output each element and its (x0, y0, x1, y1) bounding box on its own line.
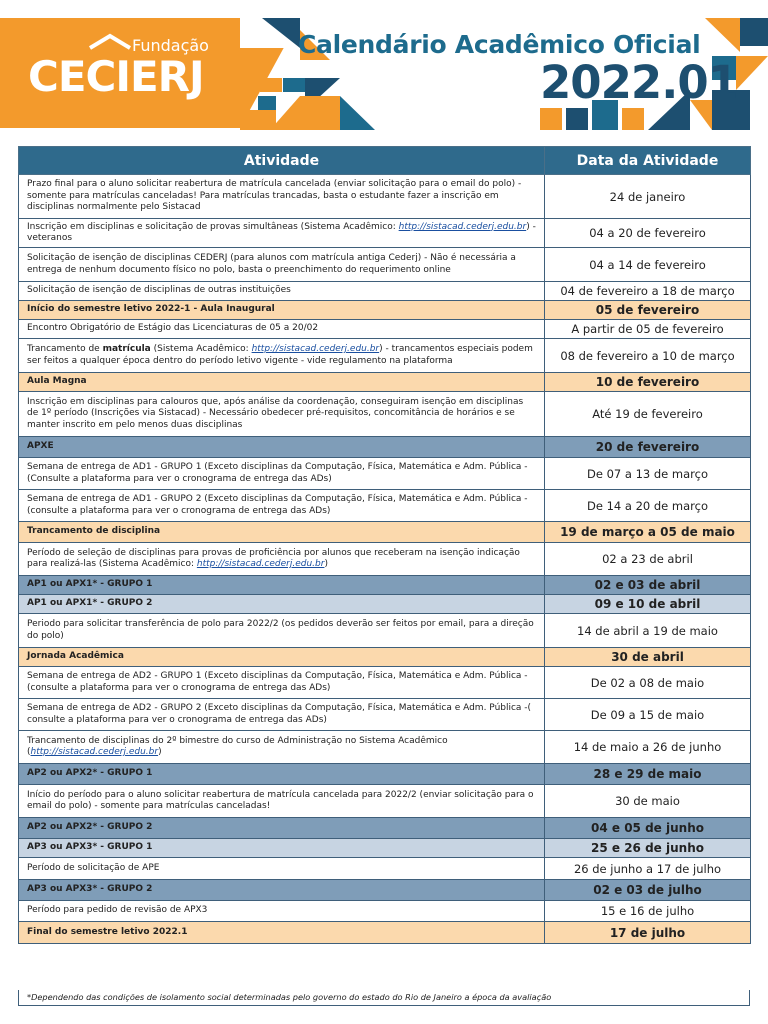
table-row (19, 248, 751, 282)
table-row (19, 648, 751, 667)
footnote: *Dependendo das condições de isolamento social determinadas pelo governo do estado do Rio de Janeiro a época da avaliação (18, 990, 750, 1006)
activity-cell (19, 880, 545, 901)
page-year: 2022.01 (540, 56, 738, 109)
table-row (19, 373, 751, 392)
table-row (19, 339, 751, 373)
table-row (19, 699, 751, 731)
activity-text: Inscrição em disciplinas para calouros que, após análise da coordenação, conseguiram isenção em disciplinas de 1º período (Inscrições via Sistacad) - Necessário obedecer pré-requisitos, concomitância de horários e se manter inscrito em pelo menos duas disciplinas (27, 396, 524, 430)
logo-cecierj: CECIERJ (28, 52, 204, 101)
activity-text: Trancamento de (27, 344, 103, 354)
activity-cell (19, 522, 545, 543)
activity-cell (19, 282, 545, 301)
activity-text: Período de solicitação de APE (27, 862, 160, 873)
table-row (19, 731, 751, 764)
header (0, 0, 768, 140)
table-row (19, 922, 751, 944)
activity-cell (19, 614, 545, 648)
activity-cell (19, 858, 545, 880)
activity-text: AP1 ou APX1* - GRUPO 1 (27, 579, 153, 590)
table-row (19, 667, 751, 699)
table-row (19, 880, 751, 901)
date-cell: 15 e 16 de julho (545, 901, 751, 922)
activity-cell (19, 248, 545, 282)
activity-cell (19, 818, 545, 839)
activity-text: Início do período para o aluno solicitar reabertura de matrícula cancelada para 2022/2 (enviar solicitação para o email do polo) - somente para matrículas canceladas! (27, 789, 534, 811)
table-row (19, 595, 751, 614)
date-cell: 20 de fevereiro (545, 437, 751, 458)
activity-text: Jornada Acadêmica (27, 651, 124, 662)
date-cell: 02 e 03 de julho (545, 880, 751, 901)
activity-text: Aula Magna (27, 376, 87, 387)
activity-cell (19, 219, 545, 248)
activity-text: AP3 ou APX3* - GRUPO 1 (27, 842, 153, 853)
activity-text: Inscrição em disciplinas e solicitação de provas simultâneas (Sistema Acadêmico: (27, 221, 399, 232)
activity-text: Semana de entrega de AD2 - GRUPO 1 (Exceto disciplinas da Computação, Física, Matemática e Adm. Pública -(consulte a plataforma para ver o cronograma de entrega das ADs) (27, 671, 528, 693)
calendar-table (18, 146, 751, 944)
table-row (19, 839, 751, 858)
table-row (19, 175, 751, 219)
activity-cell (19, 392, 545, 437)
activity-cell (19, 901, 545, 922)
activity-cell (19, 320, 545, 339)
date-cell: 09 e 10 de abril (545, 595, 751, 614)
activity-text: ) - trancamentos especiais podem ser feitos a qualquer época dentro do período letivo vigente - vide regulamento na plataforma (27, 344, 533, 366)
date-cell: De 09 a 15 de maio (545, 699, 751, 731)
date-cell: 28 e 29 de maio (545, 764, 751, 785)
activity-cell (19, 764, 545, 785)
activity-text: AP3 ou APX3* - GRUPO 2 (27, 884, 153, 895)
activity-text: Semana de entrega de AD1 - GRUPO 1 (Exceto disciplinas da Computação, Física, Matemática e Adm. Pública -(Consulte a plataforma para ver o cronograma de entrega das ADs) (27, 462, 528, 484)
date-cell: 04 a 14 de fevereiro (545, 248, 751, 282)
column-header-activity: Atividade (19, 147, 545, 175)
activity-cell (19, 699, 545, 731)
date-cell: 19 de março a 05 de maio (545, 522, 751, 543)
activity-text: Encontro Obrigatório de Estágio das Licenciaturas de 05 a 20/02 (27, 323, 319, 334)
table-row (19, 543, 751, 576)
sistacad-link[interactable]: http://sistacad.cederj.edu.br (196, 559, 325, 569)
activity-text: ) (324, 559, 328, 569)
sistacad-link[interactable]: http://sistacad.cederj.edu.br (251, 344, 380, 354)
date-cell: 26 de junho a 17 de julho (545, 858, 751, 880)
table-row (19, 437, 751, 458)
activity-text: APXE (27, 441, 54, 452)
activity-cell (19, 785, 545, 818)
activity-cell (19, 339, 545, 373)
activity-text: AP2 ou APX2* - GRUPO 2 (27, 822, 153, 833)
activity-cell (19, 839, 545, 858)
date-cell: 08 de fevereiro a 10 de março (545, 339, 751, 373)
activity-cell (19, 648, 545, 667)
activity-text: Periodo para solicitar transferência de polo para 2022/2 (os pedidos deverão ser feitos por email, para a direção do polo) (27, 619, 534, 641)
date-cell: De 07 a 13 de março (545, 458, 751, 490)
table-header-row (19, 147, 751, 175)
activity-text: AP1 ou APX1* - GRUPO 2 (27, 598, 153, 609)
date-cell: 05 de fevereiro (545, 301, 751, 320)
sistacad-link[interactable]: http://sistacad.cederj.edu.br (398, 221, 527, 232)
activity-cell (19, 543, 545, 576)
date-cell: 24 de janeiro (545, 175, 751, 219)
table-row (19, 614, 751, 648)
table-row (19, 219, 751, 248)
logo-fundacao: Fundação (132, 36, 209, 55)
date-cell: De 14 a 20 de março (545, 490, 751, 522)
date-cell: 04 de fevereiro a 18 de março (545, 282, 751, 301)
table-row (19, 522, 751, 543)
activity-text: Final do semestre letivo 2022.1 (27, 926, 188, 937)
activity-text: Período de seleção de disciplinas para provas de proficiência por alunos que receberam na isenção indicação para realizá-las (Sistema Acadêmico: (27, 547, 520, 569)
activity-text: Semana de entrega de AD1 - GRUPO 2 (Exceto disciplinas da Computação, Física, Matemática e Adm. Pública -(consulte a plataforma para ver o cronograma de entrega das ADs) (27, 494, 528, 516)
date-cell: 30 de abril (545, 648, 751, 667)
activity-text: AP2 ou APX2* - GRUPO 1 (27, 768, 153, 779)
table-row (19, 458, 751, 490)
table-row (19, 818, 751, 839)
date-cell: 04 a 20 de fevereiro (545, 219, 751, 248)
date-cell: 17 de julho (545, 922, 751, 944)
activity-cell (19, 595, 545, 614)
date-cell: Até 19 de fevereiro (545, 392, 751, 437)
date-cell: 04 e 05 de junho (545, 818, 751, 839)
table-row (19, 320, 751, 339)
table-row (19, 282, 751, 301)
table-row (19, 576, 751, 595)
activity-cell (19, 301, 545, 320)
table-row (19, 785, 751, 818)
activity-text: Prazo final para o aluno solicitar reabertura de matrícula cancelada (enviar solicitação para o email do polo) - somente para matrículas canceladas! Para matrículas trancadas, basta o estudante fazer a inscrição em disciplinas normalmente pelo Sistacad (27, 179, 522, 213)
date-cell: 14 de maio a 26 de junho (545, 731, 751, 764)
activity-cell (19, 490, 545, 522)
date-cell: 25 e 26 de junho (545, 839, 751, 858)
activity-cell (19, 667, 545, 699)
activity-text: Trancamento de disciplina (27, 526, 161, 537)
activity-text: ) - veteranos (27, 221, 536, 243)
activity-cell (19, 437, 545, 458)
activity-text: Semana de entrega de AD2 - GRUPO 2 (Exceto disciplinas da Computação, Física, Matemática e Adm. Pública -( consulte a plataforma para ver o cronograma de entrega das ADs) (27, 703, 532, 725)
activity-text-bold: matrícula (102, 344, 151, 354)
activity-cell (19, 731, 545, 764)
activity-text: Início do semestre letivo 2022-1 - Aula Inaugural (27, 304, 275, 315)
sistacad-link[interactable]: http://sistacad.cederj.edu.br (30, 747, 159, 757)
date-cell: 02 a 23 de abril (545, 543, 751, 576)
activity-text: Solicitação de isenção de disciplinas CEDERJ (para alunos com matrícula antiga Cederj) - Não é necessária a entrega de nenhum documento físico no polo, basta o preenchimento do requerimento online (27, 253, 516, 275)
date-cell: A partir de 05 de fevereiro (545, 320, 751, 339)
table-row (19, 901, 751, 922)
activity-cell (19, 373, 545, 392)
activity-text: Trancamento de disciplinas do 2º bimestre do curso de Administração no Sistema Acadêmico ( (27, 735, 448, 757)
activity-cell (19, 922, 545, 944)
table-row (19, 490, 751, 522)
activity-text: ) (158, 747, 162, 757)
date-cell: 10 de fevereiro (545, 373, 751, 392)
table-row (19, 392, 751, 437)
table-row (19, 301, 751, 320)
activity-cell (19, 458, 545, 490)
column-header-date: Data da Atividade (545, 147, 751, 175)
page-title: Calendário Acadêmico Oficial (298, 30, 701, 59)
date-cell: 02 e 03 de abril (545, 576, 751, 595)
activity-cell (19, 576, 545, 595)
date-cell: De 02 a 08 de maio (545, 667, 751, 699)
activity-text: (Sistema Acadêmico: (150, 344, 252, 354)
date-cell: 14 de abril a 19 de maio (545, 614, 751, 648)
table-row (19, 858, 751, 880)
activity-text: Período para pedido de revisão de APX3 (27, 905, 208, 916)
date-cell: 30 de maio (545, 785, 751, 818)
table-row (19, 764, 751, 785)
activity-cell (19, 175, 545, 219)
activity-text: Solicitação de isenção de disciplinas de outras instituições (27, 285, 291, 296)
